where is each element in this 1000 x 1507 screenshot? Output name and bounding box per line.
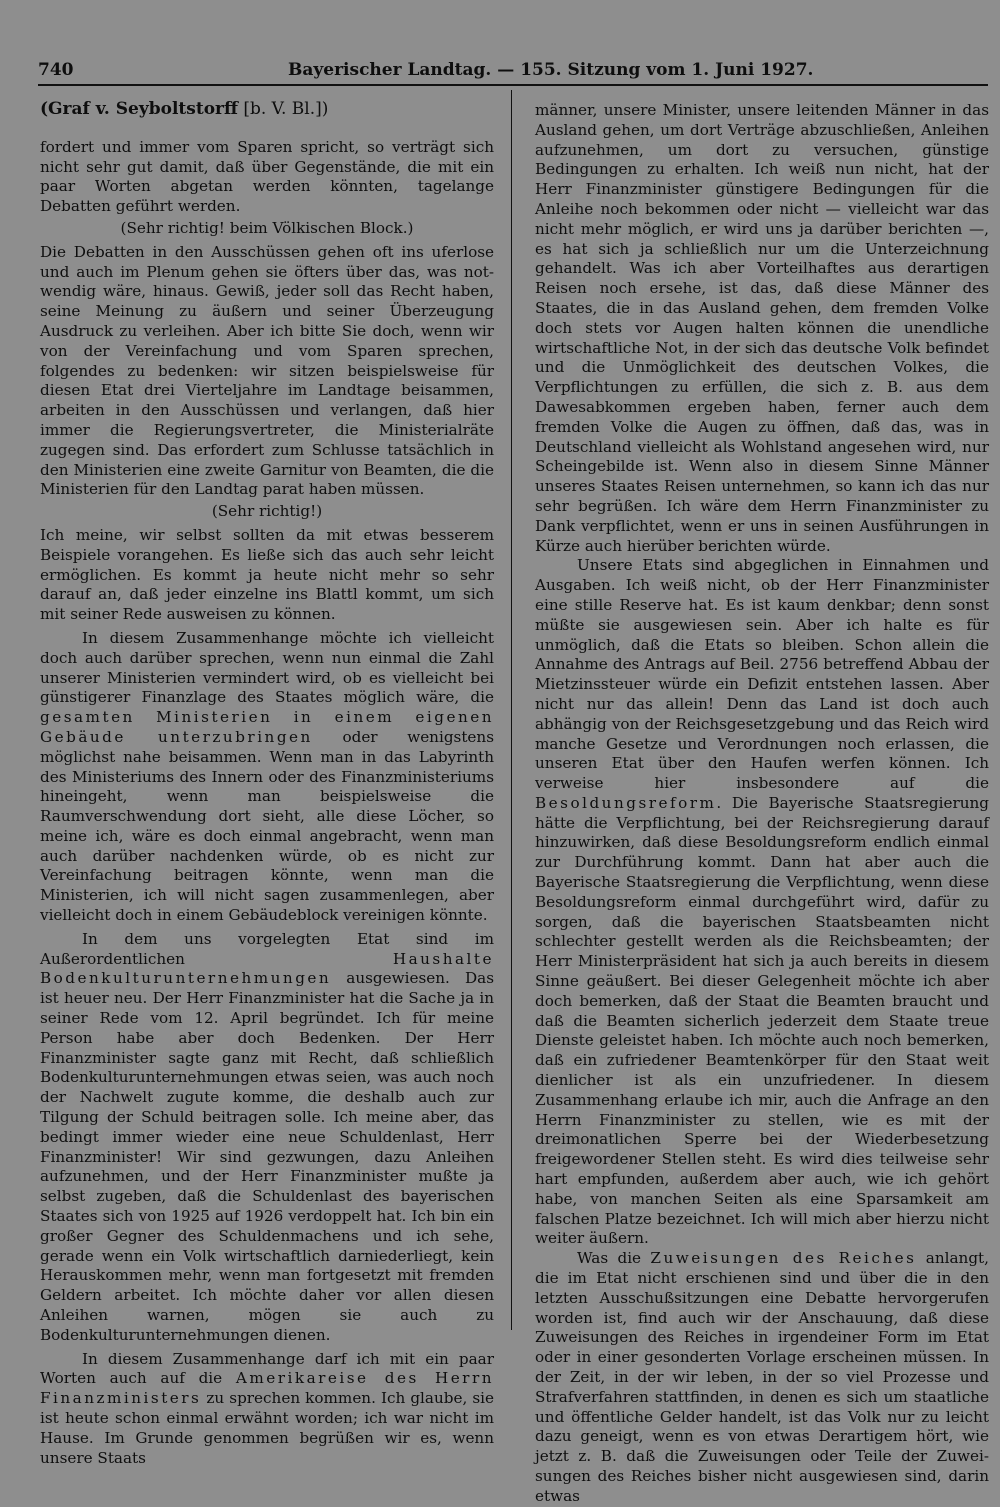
spaced-emphasis: Besoldungsreform — [535, 793, 717, 812]
paragraph: Ich meine, wir selbst sollten da mit etwas besserem Beispiele vorangehen. Es ließe sich das auch sehr leicht ermöglichen. Es kommt ja heute nicht mehr so sehr darauf an, daß jeder einzelne ins Blattl kommt, um sich mit seiner Rede ausweisen zu können. — [40, 525, 494, 624]
paragraph — [40, 930, 494, 1346]
paragraph: männer, unsere Minister, unsere leitenden Männer in das Ausland gehen, um dort Verträge abzuschließen, Anleihen aufzunehmen, um dort zu versuchen, günstige Bedingungen zu erhalten. Ich weiß nun nicht, hat der Herr Finanzminister günstigere Bedingungen für die Anleihe noch bekommen oder nicht — vielleicht war das nicht mehr möglich, er wird uns ja darüber berichten —, es hat sich ja schließlich nur um die Unterzeichnung gehandelt. Was ich aber Vorteilhaftes aus derartigen Reisen noch ersehe, ist das, daß diese Männer des Staates, die in das Ausland gehen, dem fremden Volke doch stets vor Augen halten können die unendliche wirtschaftliche Not, in der sich das deutsche Volk befindet und die Unmöglichkeit des deutschen Volkes, die Verpflichtungen zu erfüllen, die sich z. B. aus dem Dawesabkommen ergeben haben, ferner auch dem fremden Volke die Augen zu öffnen, daß das, was in Deutschland vielleicht als Wohlstand angesehen wird, nur Scheingebilde ist. Wenn also in diesem Sinne Männer unseres Staates Reisen unternehmen, so kann ich das nur sehr begrüßen. Ich wäre dem Herrn Finanzminister zu Dank verpflichtet, wenn er uns in seinen Ausführungen in Kürze auch hierüber berichten würde. — [535, 101, 989, 555]
paragraph — [535, 556, 989, 1249]
paragraph — [535, 1249, 989, 1506]
text-run: zu sprechen kommen. Ich glaube, sie ist heute schon einmal erwähnt worden; ich war nicht im Hause. Im Grunde genommen begrüßen wir es, wenn unsere Staats — [40, 1389, 494, 1467]
paragraph: fordert und immer vom Sparen spricht, so verträgt sich nicht sehr gut damit, daß über Gegenstände, die mit ein paar Worten abgetan werden könnten, tagelange Debatten geführt werden. — [40, 137, 494, 216]
spaced-emphasis: Amerikareise des Herrn Finanzministers — [40, 1369, 494, 1408]
spaced-emphasis: gesamten Ministerien in einem eigenen Gebäude unterzubringen — [40, 708, 494, 746]
paragraph — [40, 629, 494, 926]
interjection: (Sehr richtig!) — [211, 502, 323, 521]
running-title: Bayerischer Landtag. — 155. Sitzung vom 1. Juni 1927. — [288, 60, 814, 80]
left-column — [40, 98, 494, 1468]
text-run: . Die Bayerische Staatsregierung hätte die Verpflichtung, bei der Reichsregierung darauf hinzuwirken, daß diese Besoldungsreform endlich einmal zur Durchführung kommt. Dann hat aber auch die Bayerische Staatsregierung die Verpflichtung, wenn diese Besoldungsreform einmal durchgeführt wird, dafür zu sorgen, daß die bayerischen Staatsbeamten nicht schlechter gestellt werden als die Reichsbeamten; der Herr Ministerpräsident hat sich ja auch bereits in diesem Sinne geäußert. Bei dieser Gelegenheit möchte ich aber doch bemerken, daß der Staat die Beamten braucht und daß die Beamten sicherlich jederzeit dem Staate treue Dienste geleistet haben. Ich möchte auch noch bemerken, daß ein zufriedener Beamtenkörper für den Staat weit dienlicher ist als ein unzufriedener. In diesem Zusammenhang erlaube ich mir, auch die Anfrage an den Herrn Finanzminister zu stellen, wie es mit der dreimonatlichen Sperre bei der Wiederbesetzung freigewordener Stellen steht. Es wird dies teilweise sehr hart empfunden, außerdem aber auch, wie ich gehört habe, von manchen Seiten als eine Sparsamkeit am falschen Platze bezeichnet. Ich will mich aber hierzu nicht weiter äußern. — [535, 793, 989, 1248]
speaker-open: (Graf — [40, 99, 96, 119]
text-run: In diesem Zusammenhange möchte ich vielleicht doch auch darüber sprechen, wenn nun einmal die Zahl unserer Ministerien vermindert wird, ob es vielleicht bei günstigerer Finanzlage des Staates möglich wäre, die — [40, 628, 494, 707]
text-run: oder wenigstens möglichst nahe beisammen. Wenn man in das Labyrinth des Ministeriums des Innern oder des Finanzministeriums hineingeht, wenn man beispielsweise die Raumverschwendung dort sieht, alle diese Löcher, so meine ich, wäre es doch einmal angebracht, wenn man auch darüber nachdenken würde, ob es nicht zur Vereinfachung beitragen könnte, wenn man die Ministerien, ich will nicht sagen zusammenlegen, aber vielleicht doch in einem Gebäudeblock vereinigen könnte. — [40, 727, 494, 925]
text-run: In diesem Zusammenhange darf ich mit ein paar Worten auch auf die — [40, 1349, 494, 1388]
text-run: Unsere Etats sind abgeglichen in Einnahmen und Ausgaben. Ich weiß nicht, ob der Herr Finanzminister eine stille Reserve hat. Es ist kaum denkbar; denn sonst müßte sie ausgewiesen sein. Aber ich halte es für unmöglich, daß die Etats so bleiben. Schon allein die Annahme des Antrags auf Beil. 2756 betreffend Abbau der Mietzinssteuer würde ein Defizit entstehen lassen. Aber nicht nur das allein! Denn das Land ist doch auch abhängig von der Reichsgesetzgebung und das Reich wird manche Gesetze und Verordnungen noch erlassen, die unseren Etat über den Haufen werfen können. Ich verweise hier insbesondere auf die — [535, 556, 989, 793]
text-run: In dem uns vorgelegten Etat sind im Außerordentlichen — [40, 929, 494, 968]
speaker-line — [40, 100, 494, 120]
text-run: Was die — [577, 1249, 651, 1268]
page-header — [38, 58, 988, 84]
spaced-emphasis: Haushalte Bodenkulturunternehmungen — [40, 949, 494, 988]
spaced-emphasis: Zuweisungen des Reiches — [650, 1249, 917, 1268]
speaker-name: v. Seyboltstorff — [95, 99, 238, 119]
text-run: ausgewiesen. Das ist heuer neu. Der Herr Finanzminister hat die Sache ja in seiner Rede vom 12. April begründet. Ich für meine Person habe aber doch Bedenken. Der Herr Finanzminister sagte ganz mit Recht, daß schließlich Bodenkulturunternehmungen etwas seien, was auch noch der Nachwelt zugute komme, die deshalb auch zur Tilgung der Schuld beitragen solle. Ich meine aber, das bedingt immer wieder eine neue Schuldenlast, Herr Finanzminister! Wir sind gezwungen, dazu Anleihen aufzunehmen, und der Herr Finanzminister mußte ja selbst zugeben, daß die Schuldenlast des bayerischen Staates sich von 1925 auf 1926 verdoppelt hat. Ich bin ein großer Gegner des Schuldenmachens und ich sehe, gerade wenn ein Volk wirtschaftlich darniederliegt, kein Herauskommen mehr, wenn man fortgesetzt mit fremden Geldern arbeitet. Ich möchte daher vor allen diesen Anleihen warnen, mögen sie auch zu Bodenkulturunternehmungen dienen. — [40, 969, 494, 1344]
right-column — [535, 101, 989, 1507]
paragraph: Die Debatten in den Ausschüssen gehen oft ins uferlose und auch im Plenum gehen sie öfters über das, was notwendig wäre, hinaus. Gewiß, jeder soll das Recht haben, seine Meinung zu äußern und seiner Überzeugung Ausdruck zu verleihen. Aber ich bitte Sie doch, wenn wir von der Vereinfachung und vom Sparen sprechen, folgendes zu bedenken: wir sitzen beispielsweise für diesen Etat drei Vierteljahre im Landtage beisammen, arbeiten in den Ausschüssen und verlangen, daß hier immer die Regierungsvertreter, die Ministerialräte zugegen sind. Das erfordert zum Schlusse tatsächlich in den Ministerien eine zweite Garnitur von Beamten, die die Ministerien für den Landtag parat haben müssen. — [40, 242, 494, 499]
paragraph — [40, 1350, 494, 1469]
column-divider — [511, 90, 512, 1330]
speaker-party: [b. V. Bl.]) — [237, 99, 329, 119]
header-rule — [38, 84, 988, 86]
page-number: 740 — [38, 60, 74, 80]
text-run: anlangt, die im Etat nicht erschienen sind und über die in den letzten Ausschußsitzungen eine Debatte hervorgerufen worden ist, find auch wir der Anschauung, daß diese Zuweisungen des Reiches in irgendeiner Form im Etat oder in einer gesonderten Vorlage erscheinen müssen. In der Zeit, in der wir leben, in der so viel Prozesse und Strafverfahren stattfinden, in denen es sich um staatliche und öffentliche Gelder handelt, ist das Volk nur zu leicht dazu geneigt, wenn es von etwas Derartigem hört, wie jetzt z. B. daß die Zuweisungen oder Teile der Zuweisungen des Reiches bisher nicht ausgewiesen sind, darin etwas — [535, 1249, 989, 1505]
interjection: (Sehr richtig! beim Völkischen Block.) — [120, 218, 414, 237]
